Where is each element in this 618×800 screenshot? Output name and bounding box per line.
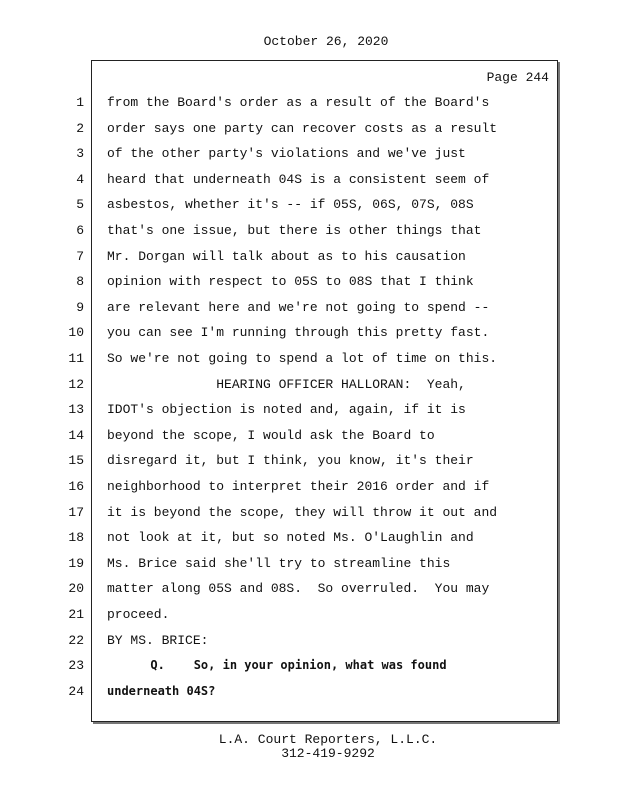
transcript-line (0, 146, 618, 166)
line-number: 6 (76, 223, 84, 238)
transcript-line (0, 633, 618, 653)
transcript-line (0, 95, 618, 115)
line-number: 22 (68, 632, 84, 648)
line-text: are relevant here and we're not going to spend -- (107, 299, 490, 315)
transcript-line (0, 428, 618, 448)
transcript-line (0, 249, 618, 269)
line-number: 3 (76, 146, 84, 162)
line-number: 20 (68, 581, 84, 597)
transcript-line (0, 581, 618, 601)
line-text: matter along 05S and 08S. So overruled. You may (107, 581, 490, 597)
transcript-line (0, 172, 618, 192)
line-text: HEARING OFFICER HALLORAN: Yeah, (107, 376, 466, 392)
transcript-line (0, 223, 618, 243)
transcript-line (0, 453, 618, 473)
line-text: So we're not going to spend a lot of time on this. (107, 351, 498, 366)
line-number: 1 (76, 95, 84, 110)
line-text: BY MS. BRICE: (107, 632, 209, 648)
line-text: underneath 04S? (107, 683, 216, 698)
transcript-line (0, 607, 618, 627)
line-number: 18 (68, 530, 84, 546)
line-number: 11 (68, 351, 84, 366)
line-text: beyond the scope, I would ask the Board to (107, 427, 435, 443)
transcript-line (0, 325, 618, 345)
line-number: 21 (68, 607, 84, 622)
transcript-line (0, 351, 618, 371)
line-text: IDOT's objection is noted and, again, if it is (107, 402, 466, 418)
line-number: 7 (76, 248, 84, 264)
transcript-line (0, 556, 618, 576)
line-text: proceed. (107, 607, 170, 622)
line-number: 17 (68, 504, 84, 520)
transcript-line (0, 274, 618, 294)
transcript-line (0, 121, 618, 141)
transcript-line (0, 658, 618, 678)
line-text: of the other party's violations and we've just (107, 146, 466, 162)
line-text: order says one party can recover costs as a result (107, 120, 498, 136)
page-number: Page 244 (486, 70, 549, 85)
line-number: 19 (68, 555, 84, 571)
line-text: Mr. Dorgan will talk about as to his causation (107, 248, 466, 264)
line-number: 4 (76, 171, 84, 187)
transcript-line (0, 684, 618, 704)
line-number: 16 (68, 479, 84, 494)
line-number: 8 (76, 274, 84, 290)
line-number: 24 (68, 683, 84, 699)
transcript-line (0, 197, 618, 217)
line-text: opinion with respect to 05S to 08S that I think (107, 274, 474, 290)
transcript-line (0, 300, 618, 320)
line-text: Ms. Brice said she'll try to streamline this (107, 555, 451, 571)
line-number: 5 (76, 197, 84, 213)
footer-company: L.A. Court Reporters, L.L.C. (218, 732, 438, 747)
transcript-line (0, 377, 618, 397)
transcript-line (0, 505, 618, 525)
footer-phone: 312-419-9292 (281, 746, 375, 761)
line-text: it is beyond the scope, they will throw it out and (107, 504, 498, 520)
line-text: from the Board's order as a result of the Board's (107, 95, 490, 110)
line-text: asbestos, whether it's -- if 05S, 06S, 07S, 08S (107, 197, 474, 213)
line-number: 2 (76, 120, 84, 136)
transcript-date: October 26, 2020 (263, 34, 389, 49)
transcript-line (0, 530, 618, 550)
line-number: 23 (68, 658, 84, 674)
line-text: you can see I'm running through this pretty fast. (107, 325, 490, 341)
line-text: Q. So, in your opinion, what was found (107, 658, 447, 673)
transcript-line (0, 479, 618, 499)
line-text: not look at it, but so noted Ms. O'Laughlin and (107, 530, 474, 546)
line-number: 15 (68, 453, 84, 469)
line-text: neighborhood to interpret their 2016 order and if (107, 479, 490, 494)
line-number: 9 (76, 299, 84, 315)
line-number: 10 (68, 325, 84, 341)
line-number: 12 (68, 376, 84, 392)
line-number: 14 (68, 427, 84, 443)
line-text: disregard it, but I think, you know, it's their (107, 453, 474, 469)
line-text: that's one issue, but there is other things that (107, 223, 482, 238)
line-number: 13 (68, 402, 84, 418)
line-text: heard that underneath 04S is a consistent seem of (107, 171, 490, 187)
transcript-line (0, 402, 618, 422)
